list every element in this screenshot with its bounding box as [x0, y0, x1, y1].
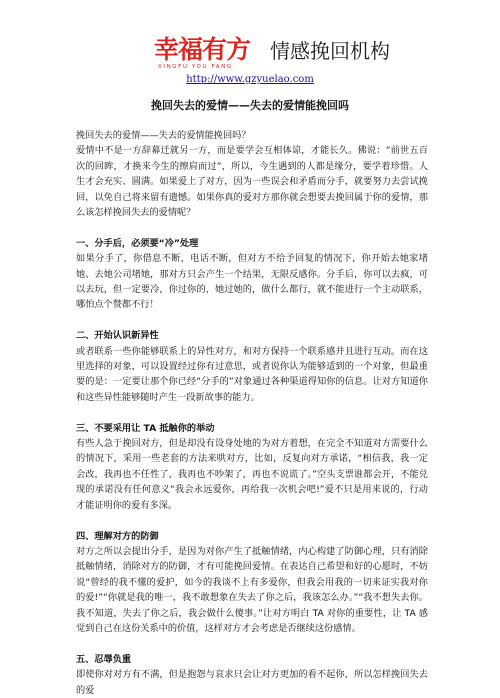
section-1-heading: 一、分手后，必须要“冷”处理	[76, 237, 199, 249]
brand-mark	[154, 35, 264, 73]
brand-name-en: XINGFU YOU FANG	[158, 64, 233, 70]
article-title: 挽回失去的爱情——失去的爱情能挽回吗	[151, 99, 349, 112]
intro-paragraph: 爱情中不是一方辞幕迁就另一方，而是要学会互相体谅，才能长久。佛说：“前世五百次的回眸，才换来今生的擦肩而过”，所以，今生遇到的人都是缘分，要学着珍惜。人生才会充实、圆满。如果爱上了对方，因为一些误会和矛盾而分手，就要努力去尝试挽回，以免自己将来留有遗憾。如果你真的爱对方那你就会想要去挽回属于你的爱情，那么该怎样挽回失去的爱情呢？	[76, 145, 428, 219]
section-4-heading: 四、理解对方的防御	[76, 530, 159, 542]
site-url-link[interactable]: http://www.gzyuelao.com	[186, 74, 314, 85]
site-logo[interactable]	[154, 34, 390, 74]
section-1-body: 如果分手了，你借息不断，电话不断，但对方不给予回复的情况下，你开始去她家堵她、去她公司堵她，那对方只会产生一个结果，无限反感你。分手后，你可以去疯，可以去玩，但一定要冷，你过你的，她过她的，做什么都行，就不能进行一个主动联系，哪怕点个赞都不行！	[76, 253, 428, 311]
intro-question: 挽回失去的爱情——失去的爱情能挽回吗？	[76, 130, 251, 141]
section-2-heading: 二、开始认识新异性	[76, 330, 159, 342]
section-3-body: 有些人急于挽回对方，但是却没有设身处地的为对方着想，在完全不知道对方需要什么的情况下，采用一些老套的方法来哄对方，比如，反复向对方承诺，“相信我，我一定会改，我再也不任性了，我再也不吵架了，再也不说谎了。”空头支票谁都会开，不能兑现的承诺没有任何意义“我会永远爱你，再给我一次机会吧!”爱不只是用来说的，行动才能证明你的爱有多深。	[76, 438, 428, 511]
section-4-body: 对方之所以会提出分手，是因为对你产生了抵触情绪，内心构建了防御心理，只有消除抵触情绪，消除对方的防御，才有可能挽回爱情。在表达自己希望和好的心愿时，不妨说“曾经的我不懂的爱护，如今的我谈不上有多爱你，但我会用我的一切来证实我对你的爱!”“你就是我的唯一，我不敢想象在失去了你之后，我该怎么办。”“我不想失去你。我不知道，失去了你之后，我会做什么傻事。”让对方明白 TA 对你的重要性，让 TA 感觉到自己在这份关系中的价值，这样对方才会考虑是否继续这份感情。	[76, 545, 428, 634]
brand-name: 幸福有方	[154, 35, 251, 64]
article-body	[76, 128, 428, 698]
section-5-body: 即使你对对方有不满，但是抱怨与哀求只会让对方更加的看不起你，所以怎样挽回失去的爱	[76, 669, 428, 696]
section-2-body: 或者联系一些你能够联系上的异性对方，和对方保持一个联系感并且进行互动。而在这里选择的对象，可以设置经过你有过意思，或者说你认为能够适到的一个对象，但最重要的是：一定要让那个你已经“分手的”对象通过各种渠道得知你的信息。让对方知道你和这些异性能够随时产生一段新故事的能力。	[76, 345, 428, 403]
section-5-heading: 五、忍辱负重	[76, 653, 132, 665]
site-title: 情感挽回机构	[270, 39, 390, 63]
site-header	[0, 0, 500, 96]
section-3-heading: 三、不要采用让 TA 抵触你的举动	[76, 422, 215, 434]
